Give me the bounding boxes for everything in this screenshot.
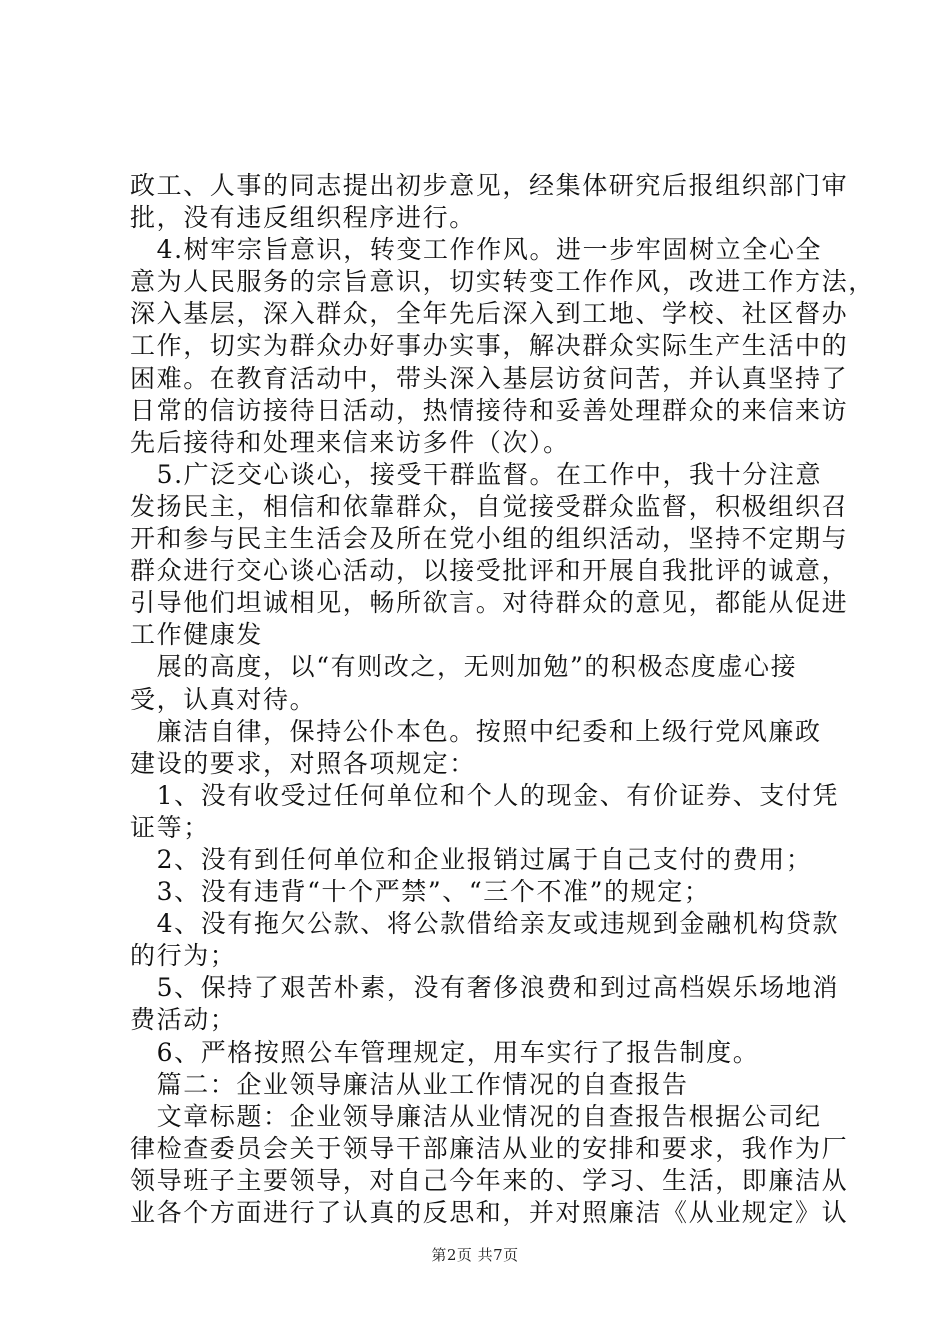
text-line: 意为人民服务的宗旨意识，切实转变工作作风，改进工作方法， — [130, 267, 875, 297]
text-line: 深入基层，深入群众，全年先后深入到工地、学校、社区督办 — [130, 299, 849, 329]
text-line: 5.广泛交心谈心，接受干群监督。在工作中，我十分注意 — [130, 459, 823, 489]
text-line: 工作，切实为群众办好事办实事，解决群众实际生产生活中的 — [130, 331, 849, 361]
text-line: 开和参与民主生活会及所在党小组的组织活动，坚持不定期与 — [130, 524, 849, 554]
text-line: 5、保持了艰苦朴素，没有奢侈浪费和到过高档娱乐场地消 — [130, 973, 840, 1003]
text-line: 受，认真对待。 — [130, 684, 317, 714]
text-line: 群众进行交心谈心活动，以接受批评和开展自我批评的诚意， — [130, 556, 849, 586]
text-line: 2、没有到任何单位和企业报销过属于自己支付的费用； — [130, 844, 813, 874]
text-line: 工作健康发 — [130, 620, 264, 650]
text-line: 日常的信访接待日活动，热情接待和妥善处理群众的来信来访 — [130, 395, 849, 425]
text-line: 建设的要求，对照各项规定： — [130, 748, 476, 778]
text-line: 政工、人事的同志提出初步意见，经集体研究后报组织部门审 — [130, 171, 849, 200]
text-line: 困难。在教育活动中，带头深入基层访贫问苦，并认真坚持了 — [130, 363, 849, 393]
text-line: 的行为； — [130, 941, 237, 971]
text-line: 4、没有拖欠公款、将公款借给亲友或违规到金融机构贷款 — [130, 909, 840, 939]
text-line: 6、严格按照公车管理规定，用车实行了报告制度。 — [130, 1037, 760, 1067]
text-line: 篇二：企业领导廉洁从业工作情况的自查报告 — [130, 1069, 689, 1099]
text-line: 3、没有违背“十个严禁”、“三个不准”的规定； — [130, 877, 711, 907]
text-line: 费活动； — [130, 1005, 237, 1035]
text-line: 证等； — [130, 812, 210, 842]
text-line: 发扬民主，相信和依靠群众，自觉接受群众监督，积极组织召 — [130, 491, 849, 521]
text-line: 1、没有收受过任何单位和个人的现金、有价证券、支付凭 — [130, 780, 840, 810]
text-line: 先后接待和处理来信来访多件（次）。 — [130, 427, 570, 457]
text-line: 引导他们坦诚相见，畅所欲言。对待群众的意见，都能从促进 — [130, 588, 849, 618]
text-line: 廉洁自律，保持公仆本色。按照中纪委和上级行党风廉政 — [130, 716, 822, 746]
text-line: 领导班子主要领导，对自己今年来的、学习、生活，即廉洁从 — [130, 1165, 849, 1195]
text-line: 展的高度，以“有则改之，无则加勉”的积极态度虚心接 — [130, 652, 798, 682]
text-line: 业各个方面进行了认真的反思和，并对照廉洁《从业规定》认 — [130, 1198, 849, 1227]
text-line: 4.树牢宗旨意识，转变工作作风。进一步牢固树立全心全 — [130, 235, 823, 265]
page-footer: 第2页 共7页 — [431, 1246, 519, 1264]
body-text — [130, 170, 875, 1229]
text-line: 律检查委员会关于领导干部廉洁从业的安排和要求，我作为厂 — [130, 1133, 849, 1163]
text-line: 批，没有违反组织程序进行。 — [130, 203, 476, 233]
text-line: 文章标题：企业领导廉洁从业情况的自查报告根据公司纪 — [130, 1101, 822, 1131]
